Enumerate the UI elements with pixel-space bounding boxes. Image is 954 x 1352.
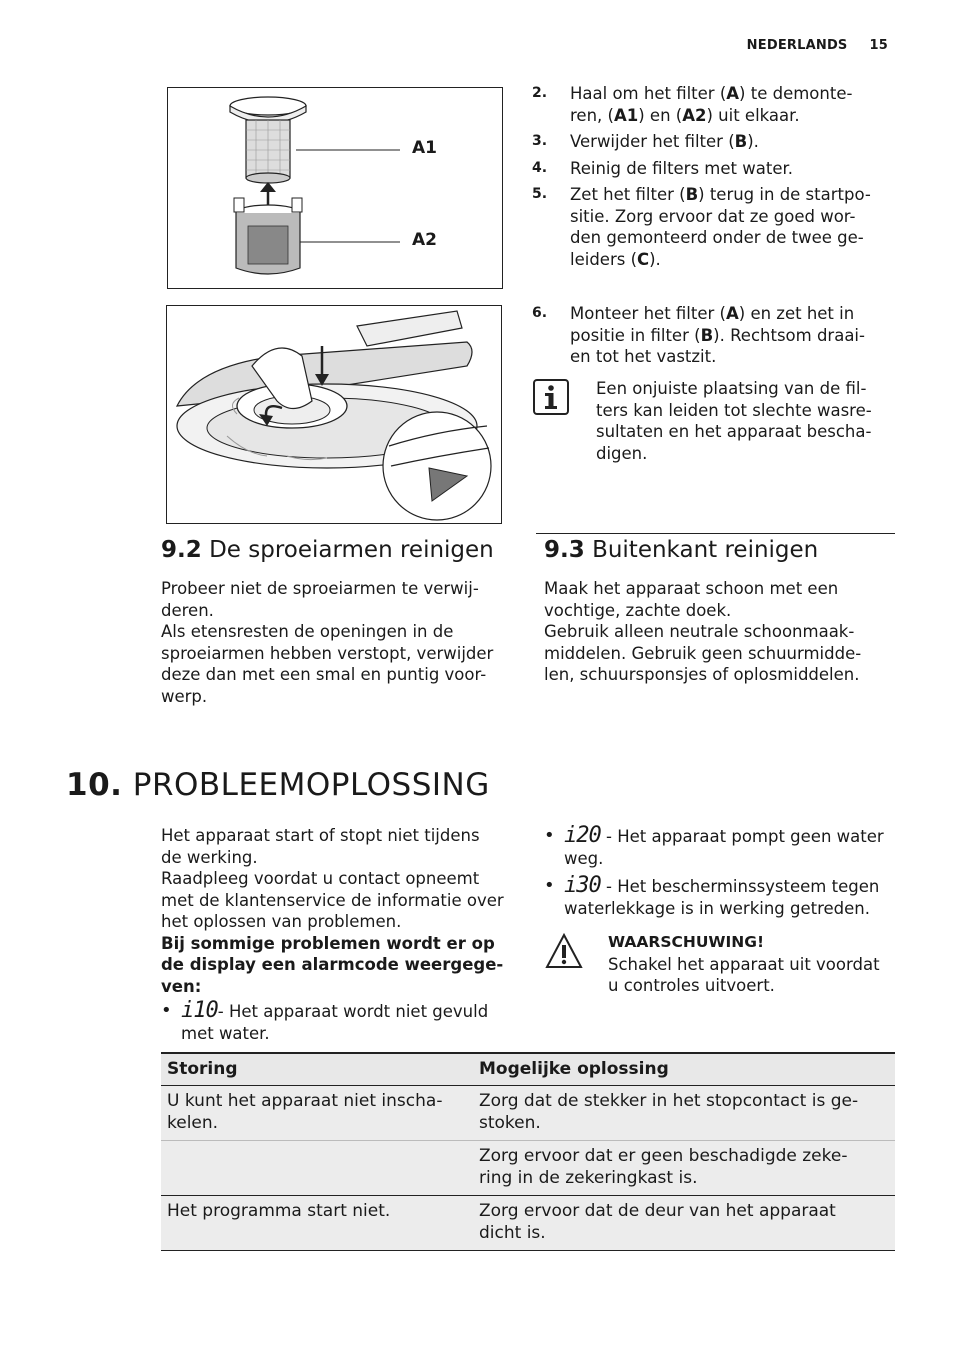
page-header — [747, 38, 888, 53]
steps-list-lower — [532, 303, 892, 373]
step-2 — [532, 83, 892, 126]
info-icon — [532, 378, 596, 464]
paragraph: Maak het apparaat schoon met een vochtige, zachte doek. — [544, 579, 839, 620]
warning-title: WAARSCHUWING! — [608, 933, 765, 951]
step-number: 2. — [532, 85, 548, 101]
step-text: Reinig de filters met water. — [570, 158, 793, 178]
table-cell: Zorg ervoor dat er geen beschadigde zeke- ring in de zekeringkast is. — [473, 1141, 895, 1196]
label-a2: A2 — [412, 230, 437, 250]
section-heading-9-3: 9.3 Buitenkant reinigen — [544, 537, 819, 563]
paragraph: Gebruik alleen neutrale schoonmaak- middelen. Gebruik geen schuurmidde- len, schuursponsjes of oplosmiddelen. — [544, 622, 862, 684]
label-a1: A1 — [412, 138, 437, 158]
warning-icon — [544, 932, 608, 997]
info-note — [532, 378, 892, 464]
info-note-text: Een onjuiste plaatsing van de fil- ters kan leiden tot slechte wasre- sultaten en het apparaat bescha- digen. — [596, 379, 872, 463]
alarm-i10 — [161, 1000, 511, 1044]
warning-note — [544, 932, 894, 997]
step-number: 6. — [532, 305, 548, 321]
filter-installation-illustration — [166, 305, 502, 524]
filter-parts-illustration — [167, 87, 503, 289]
troubleshooting-table — [161, 1052, 895, 1251]
table-header-row — [161, 1053, 895, 1086]
step-text: Verwijder het filter (B). — [570, 132, 759, 151]
page-number: 15 — [869, 38, 888, 53]
chapter-heading: 10. PROBLEEMOPLOSSING — [66, 767, 490, 803]
step-3 — [532, 131, 892, 153]
section-divider — [536, 533, 895, 534]
column-header: Mogelijke oplossing — [473, 1053, 895, 1086]
header-language: NEDERLANDS — [746, 38, 848, 53]
steps-list-upper — [532, 83, 892, 275]
step-number: 5. — [532, 186, 548, 202]
table-row — [161, 1141, 895, 1196]
step-number: 4. — [532, 159, 548, 176]
paragraph: Probeer niet de sproeiarmen te verwij- deren. — [161, 579, 479, 620]
paragraph: Als etensresten de openingen in de sproeiarmen hebben verstopt, verwijder deze dan met een smal en puntig voor- werp. — [161, 622, 494, 706]
table-cell — [161, 1141, 473, 1196]
paragraph: Het apparaat start of stopt niet tijdens de werking. — [161, 826, 480, 867]
table-cell: Zorg ervoor dat de deur van het apparaat dicht is. — [473, 1196, 895, 1251]
table-row — [161, 1086, 895, 1141]
alarm-text: i10- Het apparaat wordt niet gevuld met water. — [181, 998, 489, 1043]
section-9-2-body — [161, 578, 511, 707]
step-text: Monteer het filter (A) en zet het in positie in filter (B). Rechtsom draai- en tot het vastzit. — [570, 304, 865, 366]
alarm-code: i10 — [181, 998, 218, 1023]
alarm-code: i30 — [564, 873, 601, 898]
step-number: 3. — [532, 133, 548, 149]
step-4 — [532, 158, 892, 180]
alarm-i30 — [544, 875, 894, 919]
section-9-3-body — [544, 578, 894, 686]
step-text: Zet het filter (B) terug in de startpo- sitie. Zorg ervoor dat ze goed wor- den gemonteerd onder de twee ge- leiders (C). — [570, 185, 871, 269]
warning-text: WAARSCHUWING! Schakel het apparaat uit voordat u controles uitvoert. — [608, 932, 893, 997]
alarm-i20 — [544, 825, 894, 869]
table-cell: Het programma start niet. — [161, 1196, 473, 1251]
chapter-intro — [161, 825, 511, 997]
bullet-dot: • — [161, 1000, 172, 1021]
paragraph: Raadpleeg voordat u contact opneemt met de klantenservice de informatie over het oplossen van problemen. — [161, 869, 504, 931]
step-text: Haal om het filter (A) te demonte- ren, (A1) en (A2) uit elkaar. — [570, 84, 853, 125]
column-header: Storing — [161, 1053, 473, 1086]
alarm-code: i20 — [564, 823, 601, 848]
bullet-dot: • — [544, 875, 555, 896]
table-cell: Zorg dat de stekker in het stopcontact is ge- stoken. — [473, 1086, 895, 1141]
step-5 — [532, 184, 892, 270]
table-row — [161, 1196, 895, 1251]
alarm-text: i30 - Het bescherminssysteem tegen waterlekkage is in werking getreden. — [564, 873, 880, 918]
bold-paragraph: Bij sommige problemen wordt er op de display een alarmcode weergege- ven: — [161, 933, 504, 996]
alarm-text: i20 - Het apparaat pompt geen water weg. — [564, 823, 884, 868]
step-6 — [532, 303, 892, 368]
section-heading-9-2: 9.2 De sproeiarmen reinigen — [161, 537, 494, 563]
bullet-dot: • — [544, 825, 555, 846]
table-cell: U kunt het apparaat niet inscha- kelen. — [161, 1086, 473, 1141]
